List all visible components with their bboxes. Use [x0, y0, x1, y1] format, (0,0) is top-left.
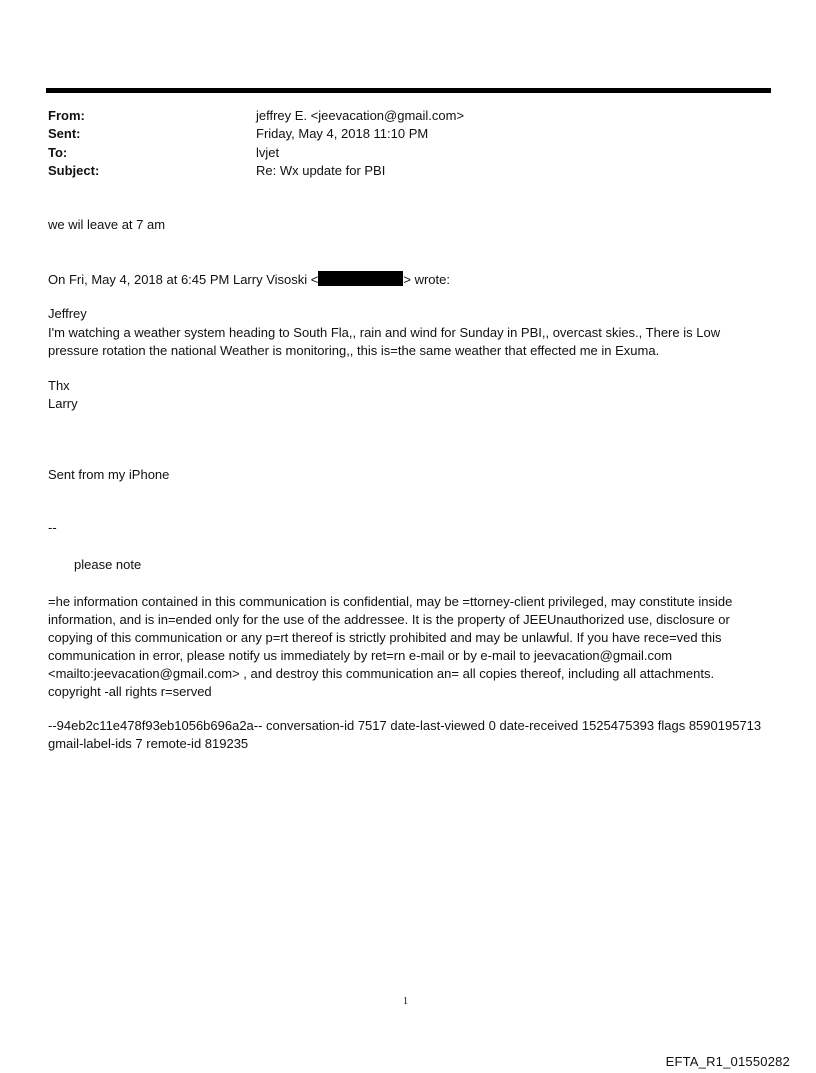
reply-text: we wil leave at 7 am	[48, 217, 166, 232]
quote-signature: Larry	[48, 396, 78, 411]
quote-intro-before: On Fri, May 4, 2018 at 6:45 PM Larry Visoski <	[48, 272, 319, 287]
to-label: To:	[48, 145, 68, 160]
document-id: EFTA_R1_01550282	[665, 1054, 790, 1069]
from-label: From:	[48, 108, 85, 123]
subject-value: Re: Wx update for PBI	[256, 163, 386, 178]
sent-value: Friday, May 4, 2018 11:10 PM	[256, 126, 429, 141]
quote-message: I'm watching a weather system heading to South Fla,, rain and wind for Sunday in PBI,, overcast skies., There is Low pressure rotation the national Weather is monitoring,, this is=the same weather that effected me in Exuma.	[48, 325, 721, 358]
subject-label: Subject:	[48, 163, 100, 178]
to-value: lvjet	[256, 145, 280, 160]
page-number: 1	[403, 996, 408, 1007]
signature-separator: --	[48, 520, 57, 535]
quote-thanks: Thx	[48, 378, 70, 393]
header-rule	[46, 88, 771, 93]
sent-label: Sent:	[48, 126, 81, 141]
quote-greeting: Jeffrey	[48, 306, 87, 321]
quote-intro	[48, 271, 450, 287]
confidentiality-disclaimer: =he information contained in this communication is confidential, may be =ttorney-client privileged, may constitute inside information, and is in=ended only for the use of the addressee. It is the property of JEEUnauthorized use, disclosure or copying of this communication or any p=rt thereof is strictly prohibited and may be unlawful. If you have rece=ved this communication in error, please notify us immediately by ret=rn e-mail or by e-mail to jeevacation@gmail.com <mailto:jeevacation@gmail.com> , and destroy this communication an= all copies thereof, including all attachments. copyright -all rights r=served	[48, 594, 733, 699]
please-note: please note	[74, 557, 142, 572]
from-value: jeffrey E. <jeevacation@gmail.com>	[256, 108, 465, 123]
quote-intro-after: > wrote:	[403, 272, 450, 287]
message-metadata: --94eb2c11e478f93eb1056b696a2a-- conversation-id 7517 date-last-viewed 0 date-received 1525475393 flags 8590195713 gmail-label-ids 7 remote-id 819235	[48, 718, 762, 751]
sent-from-line: Sent from my iPhone	[48, 467, 170, 482]
redaction-box	[318, 271, 403, 286]
